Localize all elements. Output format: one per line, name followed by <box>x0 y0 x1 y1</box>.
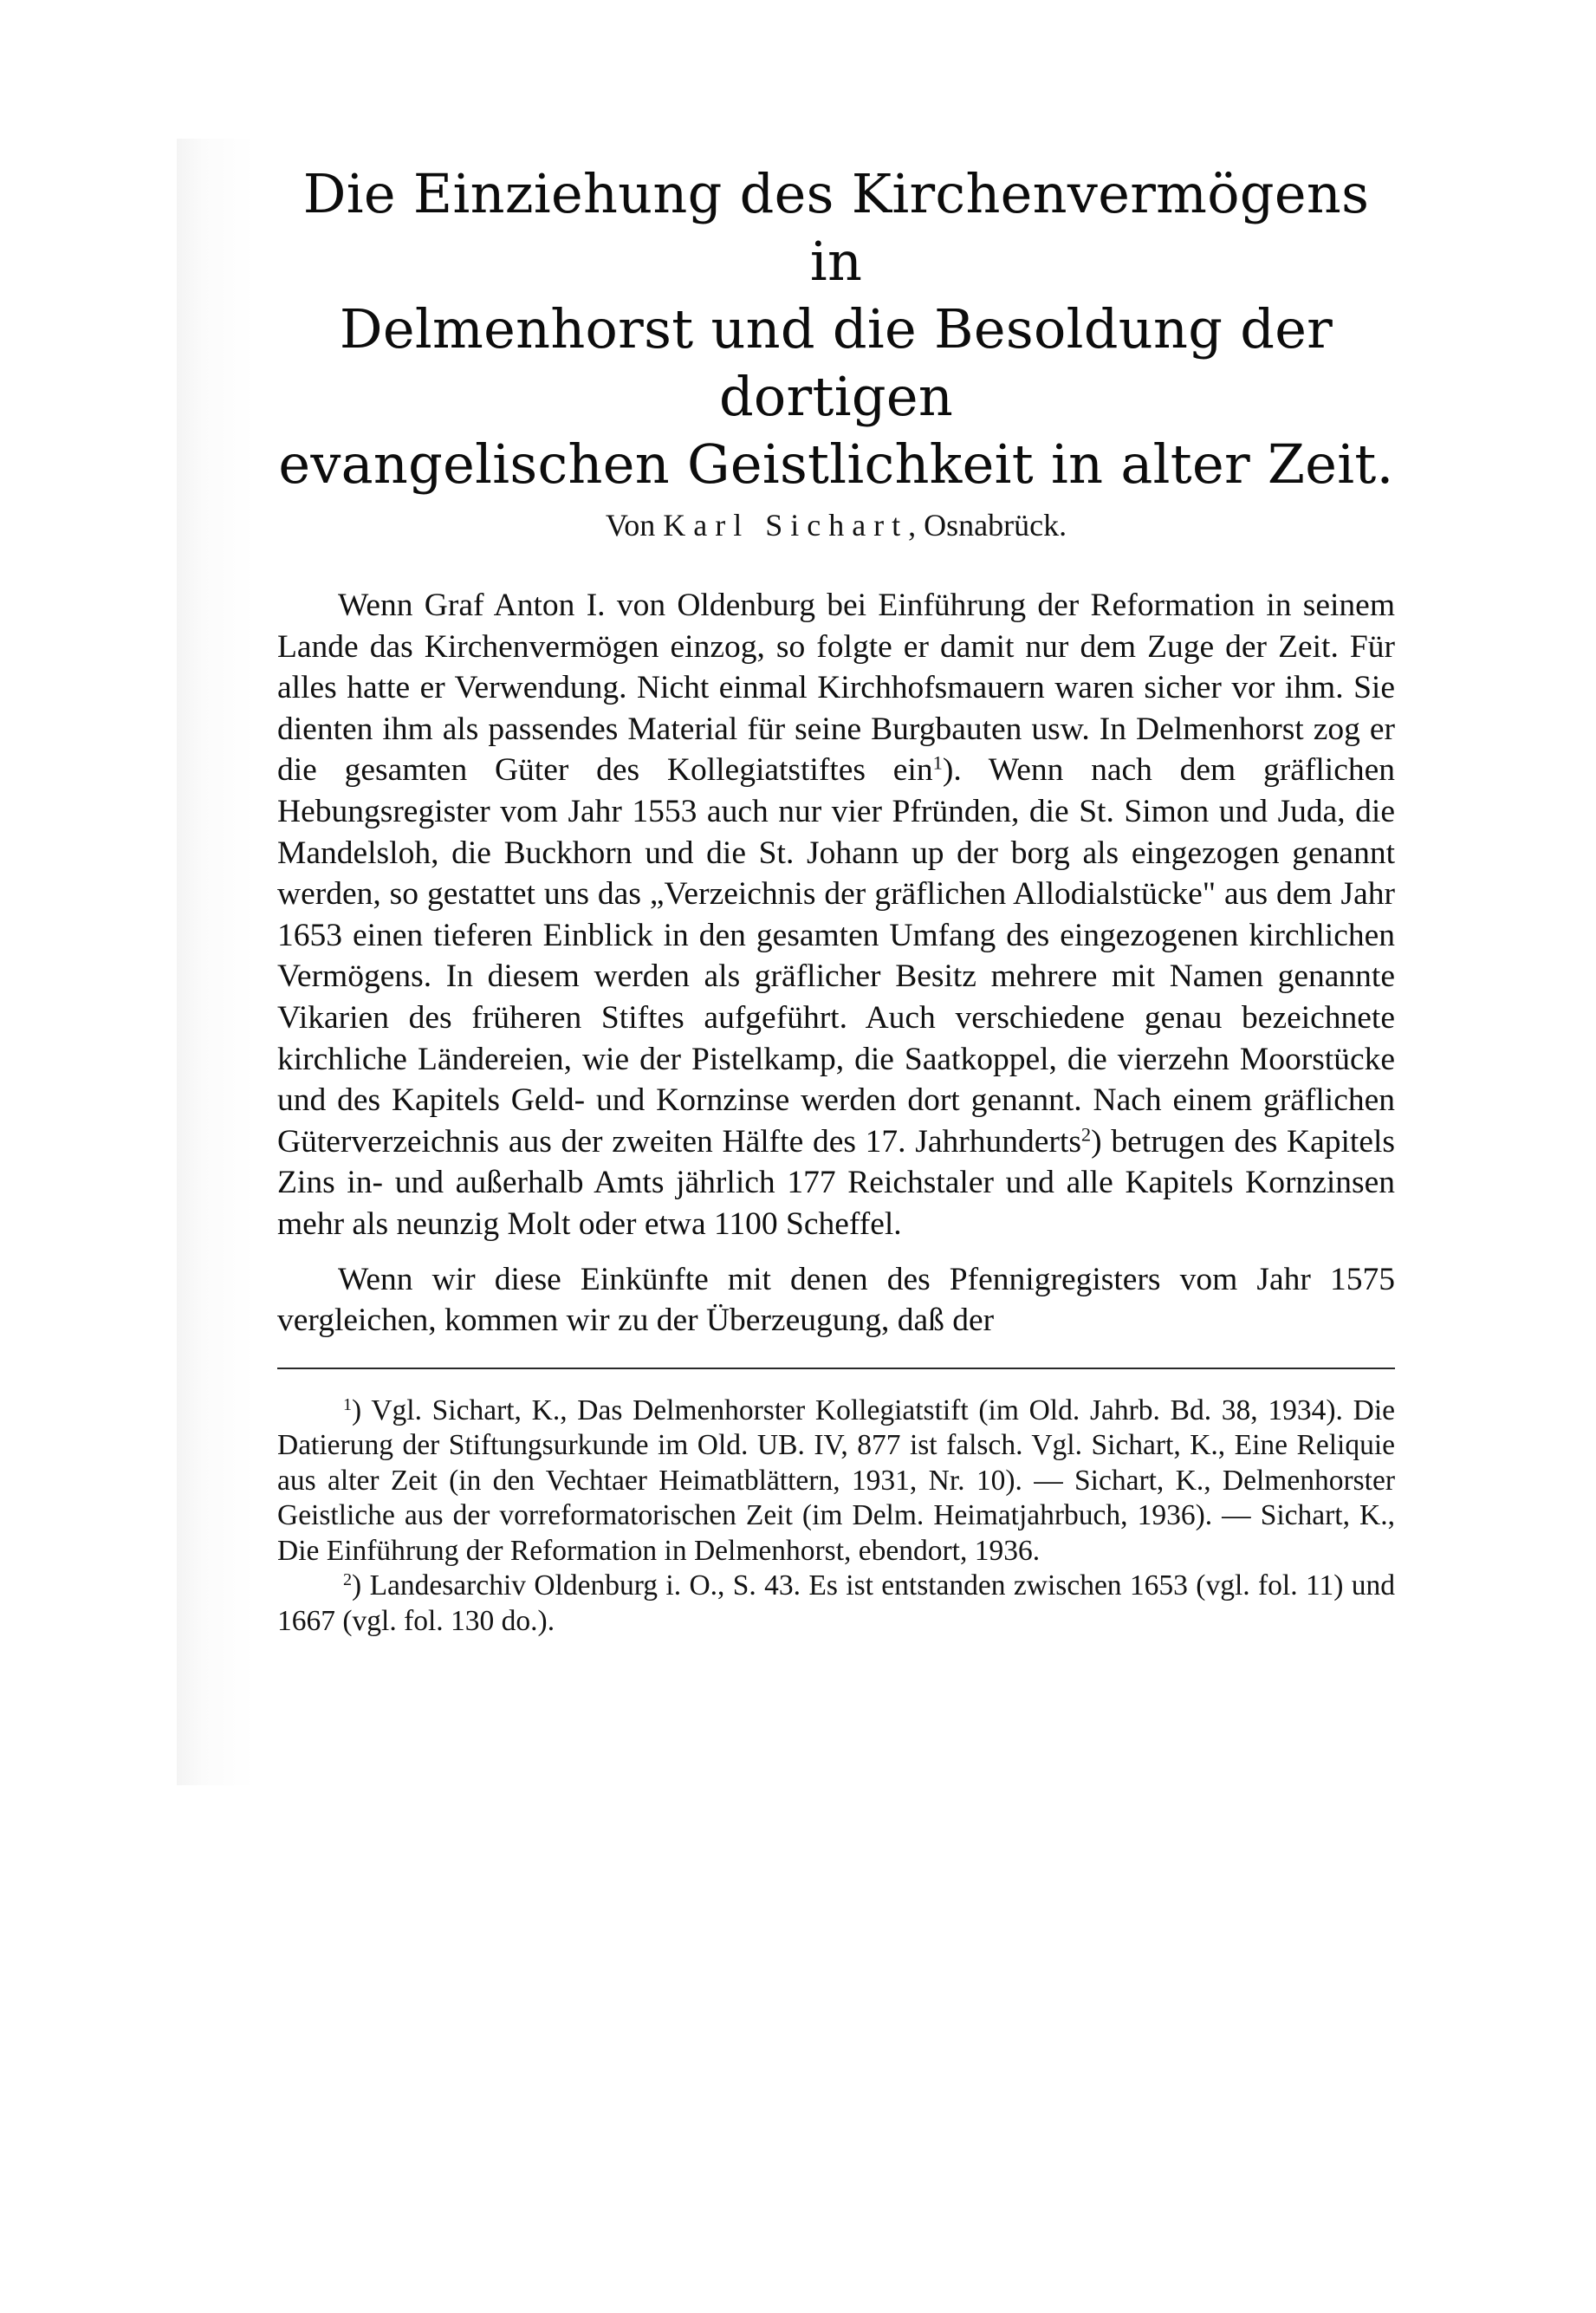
title-line-2: Delmenhorst und die Besoldung der dortigen <box>339 297 1333 428</box>
footnote-ref-1: 1 <box>932 752 943 774</box>
paragraph-1 <box>277 585 1395 1245</box>
paragraph-2: Wenn wir diese Einkünfte mit denen des Pfennigregisters vom Jahr 1575 vergleichen, kommen wir zu der Überzeugung, daß der <box>277 1261 1395 1339</box>
title-line-3: evangelischen Geistlichkeit in alter Zeit. <box>278 432 1394 496</box>
author-place: , Osnabrück. <box>908 508 1067 543</box>
article-page <box>277 160 1395 1639</box>
footnote-2 <box>277 1569 1395 1639</box>
article-title <box>277 160 1395 498</box>
footnote-divider <box>277 1368 1395 1369</box>
footnote-2-mark: 2 <box>343 1570 353 1590</box>
footnote-1 <box>277 1394 1395 1569</box>
footnote-2-text: ) Landesarchiv Oldenburg i. O., S. 43. Es ist entstanden zwischen 1653 (vgl. fol. 11) und 1667 (vgl. fol. 130 do.). <box>277 1569 1395 1637</box>
title-line-1: Die Einziehung des Kirchenvermögens in <box>302 162 1370 293</box>
paragraph-1-part-a: Wenn Graf Anton I. von Oldenburg bei Einführung der Reformation in seinem Lande das Kirchenvermögen einzog, so folgte er damit nur dem Zuge der Zeit. Für alles hatte er Verwendung. Nicht einmal Kirchhofsmauern waren sicher vor ihm. Sie dienten ihm als passendes Material für seine Burgbauten usw. In Delmenhorst zog er die gesamten Güter des Kollegiatstiftes ein <box>277 588 1395 789</box>
byline-von: Von <box>605 508 656 543</box>
paragraph-1-part-b: ). Wenn nach dem gräflichen Hebungsregister vom Jahr 1553 auch nur vier Pfründen, die St. Simon und Juda, die Mandelsloh, die Buckhorn und die St. Johann up der borg als eingezogen genannt werden, so gestattet uns das „Verzeichnis der gräflichen Allodialstücke" aus dem Jahr 1653 einen tieferen Einblick in den gesamten Umfang des eingezogenen kirchlichen Vermögens. In diesem werden als gräflicher Besitz mehrere mit Namen genannte Vikarien des früheren Stiftes aufgeführt. Auch verschiedene genau bezeichnete kirchliche Ländereien, wie der Pistelkamp, die Saatkoppel, die vierzehn Moorstücke und des Kapitels Geld- und Kornzinse werden dort genannt. Nach einem gräflichen Güterverzeichnis aus der zweiten Hälfte des 17. Jahrhunderts <box>277 752 1395 1160</box>
footnote-1-mark: 1 <box>343 1394 353 1414</box>
footnote-ref-2: 2 <box>1080 1123 1092 1146</box>
author-name: Karl Sichart <box>663 508 909 543</box>
byline <box>277 504 1395 547</box>
footnotes <box>277 1394 1395 1640</box>
paragraph-1-part-c: ) betrugen des Kapitels Zins in- und außerhalb Amts jährlich 177 Reichstaler und alle Kapitels Kornzinsen mehr als neunzig Molt oder etwa 1100 Scheffel. <box>277 1123 1396 1242</box>
footnote-1-text: ) Vgl. Sichart, K., Das Delmenhorster Kollegiatstift (im Old. Jahrb. Bd. 38, 1934). Die Datierung der Stiftungsurkunde im Old. UB. IV, 877 ist falsch. Vgl. Sichart, K., Eine Reliquie aus alter Zeit (in den Vechtaer Heimatblättern, 1931, Nr. 10). — Sichart, K., Delmenhorster Geistliche aus der vorreformatorischen Zeit (im Delm. Heimatjahrbuch, 1936). — Sichart, K., Die Einführung der Reformation in Delmenhorst, ebendort, 1936. <box>277 1394 1395 1567</box>
